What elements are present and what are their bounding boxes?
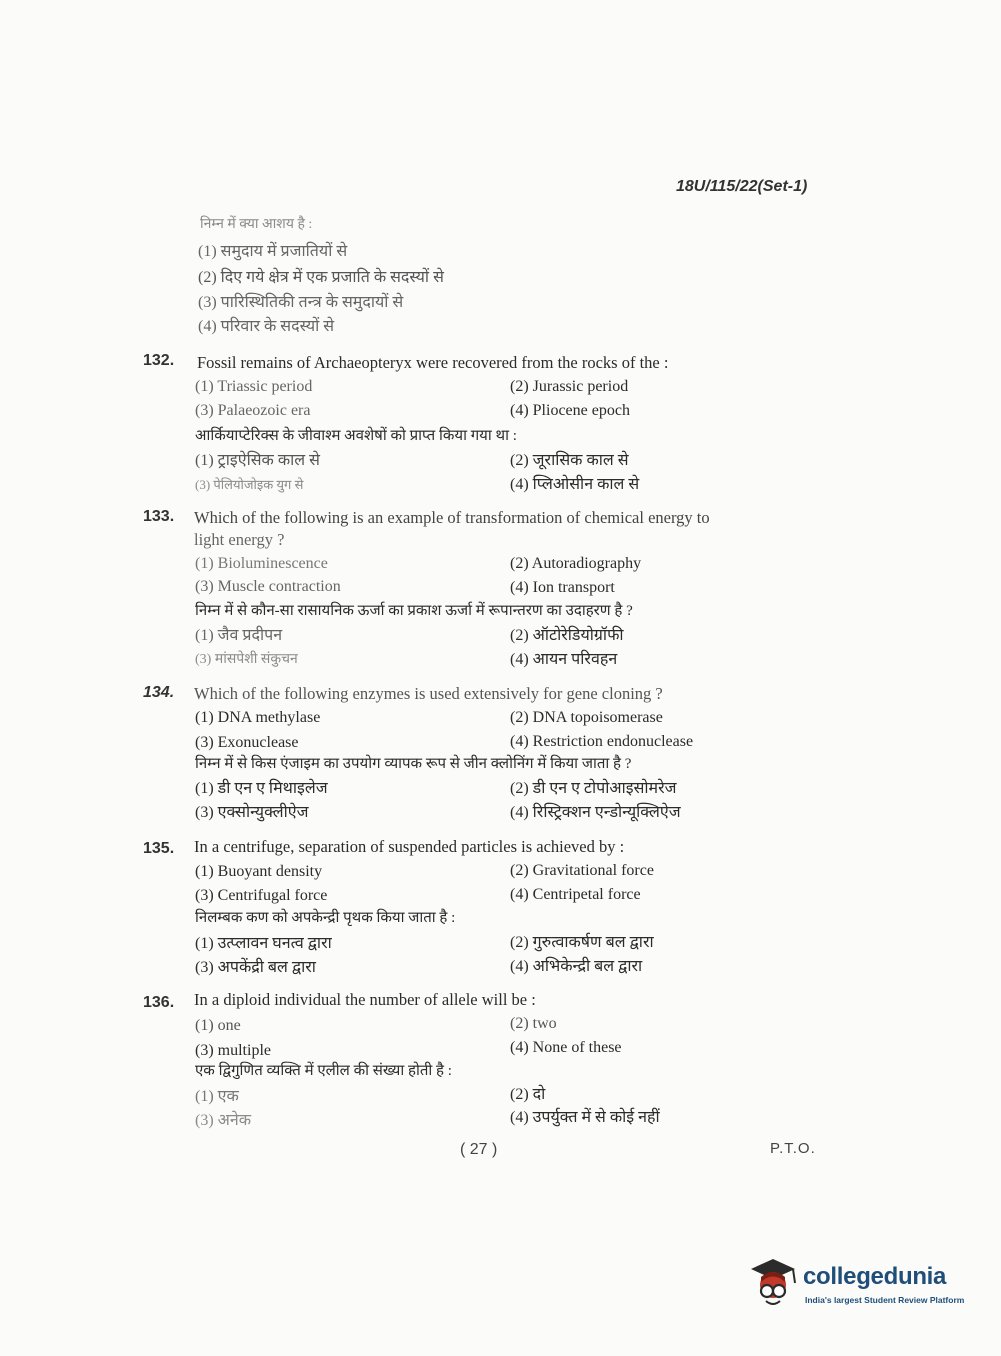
option-en-2: (2) Gravitational force <box>510 862 654 879</box>
option-hi-1: (1) एक <box>195 1088 239 1105</box>
question-number: 135. <box>143 840 175 857</box>
option-en-2: (2) Jurassic period <box>510 378 629 395</box>
option-en-1: (1) Buoyant density <box>195 863 323 880</box>
page-number: ( 27 ) <box>460 1141 498 1158</box>
option-en-3: (3) Centrifugal force <box>195 887 328 904</box>
option-en-1: (1) one <box>195 1017 241 1034</box>
option-en-2: (2) Autoradiography <box>510 555 642 572</box>
prev-stem-hi: निम्न में क्या आशय है : <box>200 217 313 232</box>
option-hi-2: (2) ऑटोरेडियोग्रॉफी <box>510 627 624 644</box>
option-hi-3: (3) अनेक <box>195 1112 252 1129</box>
prev-option-4: (4) परिवार के सदस्यों से <box>198 318 335 335</box>
question-stem-en: Fossil remains of Archaeopteryx were recovered from the rocks of the : <box>197 353 669 372</box>
question-stem-hi: निम्न में से कौन-सा रासायनिक ऊर्जा का प्रकाश ऊर्जा में रूपान्तरण का उदाहरण है ? <box>195 603 633 619</box>
prev-option-3: (3) पारिस्थितिकी तन्त्र के समुदायों से <box>198 294 404 311</box>
option-hi-2: (2) जूरासिक काल से <box>510 452 629 469</box>
brand-tagline: India's largest Student Review Platform <box>805 1295 965 1305</box>
option-en-4: (4) Centripetal force <box>510 886 641 903</box>
option-hi-1: (1) उत्प्लावन घनत्व द्वारा <box>195 935 332 952</box>
option-en-3: (3) Muscle contraction <box>195 578 341 595</box>
question-stem-en: Which of the following is an example of transformation of chemical energy to <box>194 508 710 527</box>
collegedunia-logo <box>745 1255 970 1315</box>
question-stem-hi: एक द्विगुणित व्यक्ति में एलील की संख्या होती है : <box>195 1063 452 1079</box>
question-number: 136. <box>143 994 175 1011</box>
option-hi-4: (4) प्लिओसीन काल से <box>510 476 640 493</box>
option-en-4: (4) None of these <box>510 1039 622 1056</box>
question-number: 133. <box>143 508 175 525</box>
question-stem-en: In a centrifuge, separation of suspended particles is achieved by : <box>194 837 625 856</box>
pto-label: P.T.O. <box>770 1140 816 1157</box>
option-hi-1: (1) डी एन ए मिथाइलेज <box>195 780 328 797</box>
option-hi-4: (4) अभिकेन्द्री बल द्वारा <box>510 958 643 975</box>
brand-name: collegedunia <box>803 1263 947 1290</box>
option-en-3: (3) Exonuclease <box>195 734 299 751</box>
option-hi-3: (3) पेलियोजोइक युग से <box>195 477 304 492</box>
option-en-2: (2) DNA topoisomerase <box>510 709 663 726</box>
question-stem-en-2: light energy ? <box>194 530 285 549</box>
option-en-3: (3) Palaeozoic era <box>195 402 311 419</box>
question-number: 132. <box>143 352 175 369</box>
option-en-4: (4) Pliocene epoch <box>510 402 630 419</box>
question-stem-en: In a diploid individual the number of allele will be : <box>194 990 536 1009</box>
question-number: 134. <box>143 684 175 701</box>
option-hi-3: (3) मांसपेशी संकुचन <box>195 652 298 667</box>
option-hi-1: (1) ट्राइऐसिक काल से <box>195 452 320 469</box>
option-en-1: (1) DNA methylase <box>195 709 321 726</box>
question-stem-hi: आर्कियाप्टेरिक्स के जीवाश्म अवशेषों को प्राप्त किया गया था : <box>195 428 517 444</box>
mascot-icon <box>745 1255 801 1311</box>
option-en-1: (1) Bioluminescence <box>195 555 328 572</box>
option-hi-3: (3) एक्सोन्युक्लीऐज <box>195 804 309 821</box>
paper-code: 18U/115/22(Set-1) <box>676 178 808 195</box>
option-hi-4: (4) रिस्ट्रिक्शन एन्डोन्यूक्लिऐज <box>510 804 681 821</box>
prev-option-2: (2) दिए गये क्षेत्र में एक प्रजाति के सदस्यों से <box>198 269 444 286</box>
question-stem-hi: निलम्बक कण को अपकेन्द्री पृथक किया जाता है : <box>195 910 456 926</box>
question-stem-hi: निम्न में से किस एंजाइम का उपयोग व्यापक रूप से जीन क्लोनिंग में किया जाता है ? <box>195 756 632 772</box>
question-stem-en: Which of the following enzymes is used extensively for gene cloning ? <box>194 684 663 703</box>
option-en-4: (4) Ion transport <box>510 579 615 596</box>
option-hi-4: (4) आयन परिवहन <box>510 651 618 668</box>
option-en-2: (2) two <box>510 1015 557 1032</box>
option-hi-4: (4) उपर्युक्त में से कोई नहीं <box>510 1109 660 1126</box>
prev-option-1: (1) समुदाय में प्रजातियों से <box>198 243 348 260</box>
option-hi-3: (3) अपकेंद्री बल द्वारा <box>195 959 316 976</box>
option-hi-2: (2) दो <box>510 1086 546 1103</box>
option-hi-2: (2) गुरुत्वाकर्षण बल द्वारा <box>510 934 654 951</box>
option-hi-1: (1) जैव प्रदीपन <box>195 627 283 644</box>
option-hi-2: (2) डी एन ए टोपोआइसोमरेज <box>510 780 677 797</box>
option-en-4: (4) Restriction endonuclease <box>510 733 694 750</box>
option-en-1: (1) Triassic period <box>195 378 313 395</box>
option-en-3: (3) multiple <box>195 1042 271 1059</box>
